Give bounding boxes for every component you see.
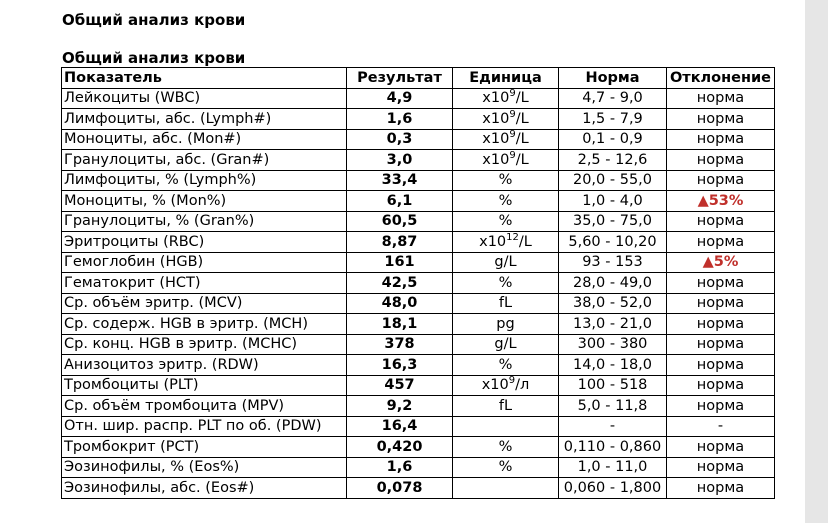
unit-cell [453, 109, 559, 130]
table-row [62, 293, 775, 314]
parameter-name: Лейкоциты (WBC) [62, 88, 347, 109]
unit-cell [453, 437, 559, 458]
header-norm: Норма [559, 68, 667, 89]
unit-suffix: /L [515, 131, 529, 148]
unit-base: % [498, 356, 513, 373]
result-value: 48,0 [347, 293, 453, 314]
table-row [62, 375, 775, 396]
norm-range: 1,0 - 11,0 [559, 457, 667, 478]
norm-range: 5,0 - 11,8 [559, 396, 667, 417]
unit-suffix: /L [515, 90, 529, 107]
parameter-name: Ср. объём тромбоцита (MPV) [62, 396, 347, 417]
deviation-up-badge: ▲53% [667, 191, 775, 212]
table-row [62, 191, 775, 212]
deviation-value: - [667, 416, 775, 437]
result-value: 0,3 [347, 129, 453, 150]
page-title: Общий анализ крови [62, 11, 246, 29]
parameter-name: Эритроциты (RBC) [62, 232, 347, 253]
table-row [62, 232, 775, 253]
parameter-name: Ср. объём эритр. (MCV) [62, 293, 347, 314]
result-value: 42,5 [347, 273, 453, 294]
unit-cell [453, 88, 559, 109]
deviation-value: норма [667, 396, 775, 417]
deviation-value: норма [667, 375, 775, 396]
norm-range: 1,0 - 4,0 [559, 191, 667, 212]
viewer-gutter [805, 0, 828, 523]
unit-exponent: 9 [508, 375, 516, 387]
table-row [62, 416, 775, 437]
parameter-name: Гранулоциты, % (Gran%) [62, 211, 347, 232]
unit-suffix: /L [515, 110, 529, 127]
parameter-name: Ср. содерж. HGB в эритр. (MCH) [62, 314, 347, 335]
deviation-value: норма [667, 232, 775, 253]
unit-suffix: /L [515, 151, 529, 168]
unit-cell [453, 396, 559, 417]
header-unit: Единица [453, 68, 559, 89]
deviation-value: норма [667, 314, 775, 335]
parameter-name: Эозинофилы, абс. (Eos#) [62, 478, 347, 499]
parameter-name: Анизоцитоз эритр. (RDW) [62, 355, 347, 376]
unit-cell [453, 129, 559, 150]
unit-base: x10 [482, 131, 510, 148]
result-value: 4,9 [347, 88, 453, 109]
deviation-value: норма [667, 109, 775, 130]
table-row [62, 211, 775, 232]
unit-base: % [498, 213, 513, 230]
unit-exponent: 12 [506, 231, 519, 243]
result-value: 0,078 [347, 478, 453, 499]
table-row [62, 170, 775, 191]
unit-suffix: /л [515, 377, 530, 394]
parameter-name: Гематокрит (HCT) [62, 273, 347, 294]
parameter-name: Моноциты, абс. (Mon#) [62, 129, 347, 150]
unit-base: g/L [494, 336, 517, 353]
header-deviation: Отклонение [667, 68, 775, 89]
parameter-name: Лимфоциты, % (Lymph%) [62, 170, 347, 191]
unit-exponent: 9 [509, 108, 516, 120]
deviation-value: норма [667, 273, 775, 294]
unit-base: g/L [494, 254, 517, 271]
norm-range: 38,0 - 52,0 [559, 293, 667, 314]
table-row [62, 273, 775, 294]
deviation-value: норма [667, 355, 775, 376]
norm-range: 300 - 380 [559, 334, 667, 355]
unit-base: x10 [481, 377, 509, 394]
results-table [61, 67, 775, 499]
parameter-name: Моноциты, % (Mon%) [62, 191, 347, 212]
unit-base: x10 [482, 110, 510, 127]
parameter-name: Гемоглобин (HGB) [62, 252, 347, 273]
table-row [62, 437, 775, 458]
unit-cell [453, 273, 559, 294]
unit-cell [453, 191, 559, 212]
unit-cell [453, 170, 559, 191]
norm-range: 1,5 - 7,9 [559, 109, 667, 130]
table-row [62, 109, 775, 130]
norm-range: 20,0 - 55,0 [559, 170, 667, 191]
table-row [62, 129, 775, 150]
unit-cell [453, 457, 559, 478]
unit-cell [453, 314, 559, 335]
result-value: 33,4 [347, 170, 453, 191]
deviation-value: норма [667, 129, 775, 150]
deviation-value: норма [667, 334, 775, 355]
deviation-value: норма [667, 170, 775, 191]
result-value: 1,6 [347, 109, 453, 130]
result-value: 1,6 [347, 457, 453, 478]
table-row [62, 396, 775, 417]
norm-range: 28,0 - 49,0 [559, 273, 667, 294]
deviation-value: норма [667, 293, 775, 314]
norm-range: 0,110 - 0,860 [559, 437, 667, 458]
deviation-value: норма [667, 150, 775, 171]
table-row [62, 478, 775, 499]
norm-range: 13,0 - 21,0 [559, 314, 667, 335]
header-name: Показатель [62, 68, 347, 89]
unit-cell [453, 150, 559, 171]
table-row [62, 334, 775, 355]
unit-cell [453, 375, 559, 396]
parameter-name: Лимфоциты, абс. (Lymph#) [62, 109, 347, 130]
unit-exponent: 9 [509, 88, 516, 100]
parameter-name: Отн. шир. распр. PLT по об. (PDW) [62, 416, 347, 437]
unit-base: pg [496, 315, 515, 332]
norm-range: - [559, 416, 667, 437]
result-value: 8,87 [347, 232, 453, 253]
norm-range: 93 - 153 [559, 252, 667, 273]
result-value: 9,2 [347, 396, 453, 417]
table-row [62, 314, 775, 335]
unit-exponent: 9 [509, 149, 516, 161]
deviation-value: норма [667, 457, 775, 478]
result-value: 378 [347, 334, 453, 355]
deviation-up-badge: ▲5% [667, 252, 775, 273]
deviation-value: норма [667, 437, 775, 458]
deviation-value: норма [667, 478, 775, 499]
table-row [62, 150, 775, 171]
unit-suffix: /L [518, 233, 532, 250]
unit-cell [453, 293, 559, 314]
norm-range: 2,5 - 12,6 [559, 150, 667, 171]
unit-base: fL [498, 295, 513, 312]
parameter-name: Тромбокрит (PCT) [62, 437, 347, 458]
deviation-value: норма [667, 211, 775, 232]
table-header-row [62, 68, 775, 89]
parameter-name: Ср. конц. HGB в эритр. (MCHC) [62, 334, 347, 355]
header-result: Результат [347, 68, 453, 89]
deviation-value: норма [667, 88, 775, 109]
result-value: 457 [347, 375, 453, 396]
norm-range: 4,7 - 9,0 [559, 88, 667, 109]
unit-cell [453, 211, 559, 232]
unit-cell [453, 232, 559, 253]
table-body [62, 88, 775, 498]
norm-range: 14,0 - 18,0 [559, 355, 667, 376]
result-value: 0,420 [347, 437, 453, 458]
unit-base: % [498, 274, 513, 291]
table-row [62, 252, 775, 273]
table-row [62, 88, 775, 109]
unit-base: % [498, 172, 513, 189]
unit-cell [453, 355, 559, 376]
norm-range: 35,0 - 75,0 [559, 211, 667, 232]
unit-base: fL [498, 397, 513, 414]
result-value: 16,4 [347, 416, 453, 437]
norm-range: 0,060 - 1,800 [559, 478, 667, 499]
unit-cell [453, 252, 559, 273]
unit-base: x10 [479, 233, 507, 250]
norm-range: 100 - 518 [559, 375, 667, 396]
result-value: 16,3 [347, 355, 453, 376]
result-value: 18,1 [347, 314, 453, 335]
norm-range: 5,60 - 10,20 [559, 232, 667, 253]
parameter-name: Гранулоциты, абс. (Gran#) [62, 150, 347, 171]
unit-base: % [498, 192, 513, 209]
norm-range: 0,1 - 0,9 [559, 129, 667, 150]
parameter-name: Эозинофилы, % (Eos%) [62, 457, 347, 478]
unit-cell [453, 416, 559, 437]
table-caption: Общий анализ крови [62, 49, 246, 67]
result-value: 161 [347, 252, 453, 273]
unit-base: x10 [482, 151, 510, 168]
result-value: 3,0 [347, 150, 453, 171]
table-row [62, 457, 775, 478]
unit-base: % [498, 459, 513, 476]
unit-cell [453, 334, 559, 355]
unit-exponent: 9 [509, 129, 516, 141]
unit-base: x10 [482, 90, 510, 107]
result-value: 6,1 [347, 191, 453, 212]
result-value: 60,5 [347, 211, 453, 232]
parameter-name: Тромбоциты (PLT) [62, 375, 347, 396]
table-row [62, 355, 775, 376]
unit-cell [453, 478, 559, 499]
unit-base: % [498, 438, 513, 455]
